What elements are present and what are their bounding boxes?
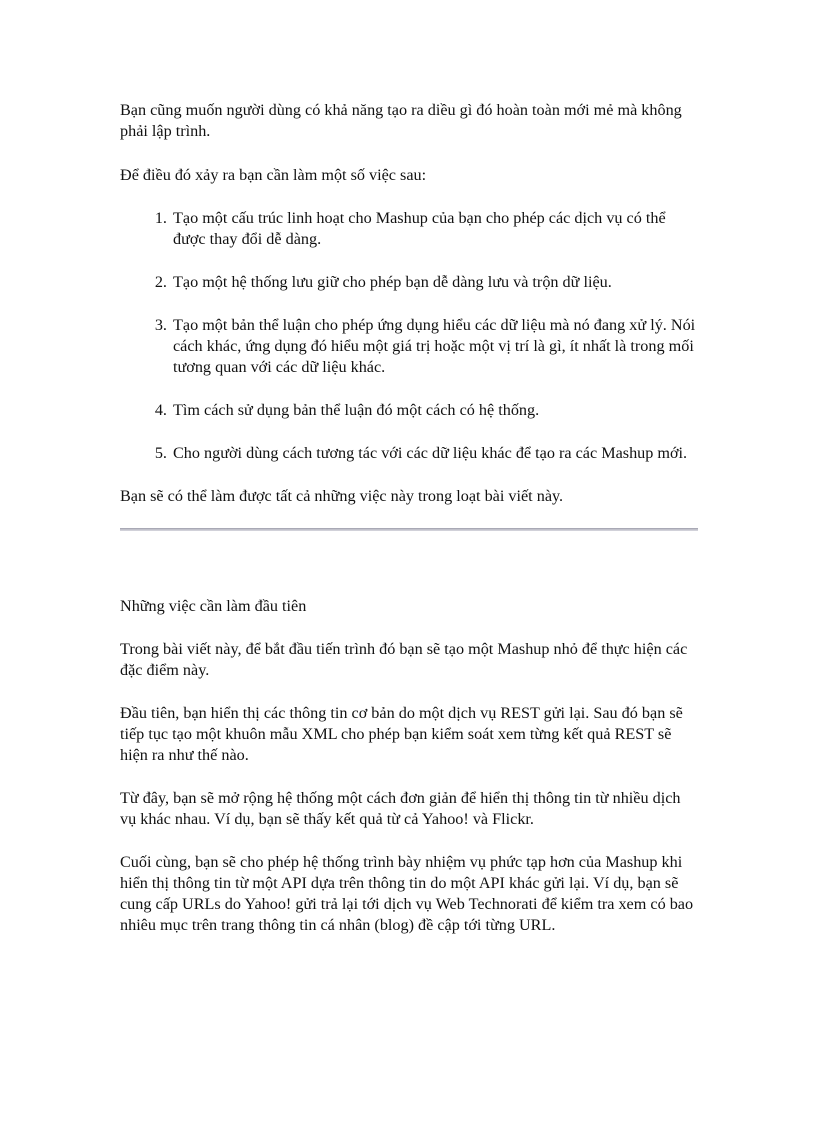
horizontal-divider	[120, 528, 698, 531]
list-item: 4. Tìm cách sử dụng bản thể luận đó một cách có hệ thống.	[171, 400, 700, 421]
section-heading: Những việc cần làm đầu tiên	[120, 597, 307, 615]
body-paragraph: Đầu tiên, bạn hiển thị các thông tin cơ bản do một dịch vụ REST gửi lại. Sau đó bạn sẽ tiếp tục tạo một khuôn mẫu XML cho phép bạn kiểm soát xem từng kết quả REST sẽ hiện ra như thế nào.	[120, 704, 683, 764]
document-page	[120, 100, 700, 936]
body-paragraph: Cuối cùng, bạn sẽ cho phép hệ thống trình bày nhiệm vụ phức tạp hơn của Mashup khi hiển thị thông tin từ một API dựa trên thông tin do một API khác gửi lại. Ví dụ, bạn sẽ cung cấp URLs do Yahoo! gửi trả lại tới dịch vụ Web Technorati để kiểm tra xem có bao nhiêu mục trên trang thông tin cá nhân (blog) đề cập tới từng URL.	[120, 853, 694, 934]
list-item: 1. Tạo một cấu trúc linh hoạt cho Mashup của bạn cho phép các dịch vụ có thể được thay đổi dễ dàng.	[171, 208, 700, 250]
lead-paragraph: Để điều đó xảy ra bạn cần làm một số việc sau:	[120, 166, 427, 184]
body-paragraph: Từ đây, bạn sẽ mở rộng hệ thống một cách đơn giản để hiển thị thông tin từ nhiều dịch vụ khác nhau. Ví dụ, bạn sẽ thấy kết quả từ cả Yahoo! và Flickr.	[120, 789, 681, 828]
list-item: 5. Cho người dùng cách tương tác với các dữ liệu khác để tạo ra các Mashup mới.	[171, 443, 700, 464]
list-item: 2. Tạo một hệ thống lưu giữ cho phép bạn dễ dàng lưu và trộn dữ liệu.	[171, 272, 700, 293]
closing-paragraph: Bạn sẽ có thể làm được tất cả những việc này trong loạt bài viết này.	[120, 487, 564, 505]
body-paragraph: Trong bài viết này, để bắt đầu tiến trình đó bạn sẽ tạo một Mashup nhỏ để thực hiện các đặc điểm này.	[120, 640, 688, 679]
steps-list	[120, 208, 700, 464]
list-item: 3. Tạo một bản thể luận cho phép ứng dụng hiểu các dữ liệu mà nó đang xử lý. Nói cách khác, ứng dụng đó hiểu một giá trị hoặc một vị trí là gì, ít nhất là trong mối tương quan với các dữ liệu khác.	[171, 315, 700, 378]
intro-paragraph: Bạn cũng muốn người dùng có khả năng tạo ra diều gì đó hoàn toàn mới mẻ mà không phải lập trình.	[120, 101, 682, 140]
